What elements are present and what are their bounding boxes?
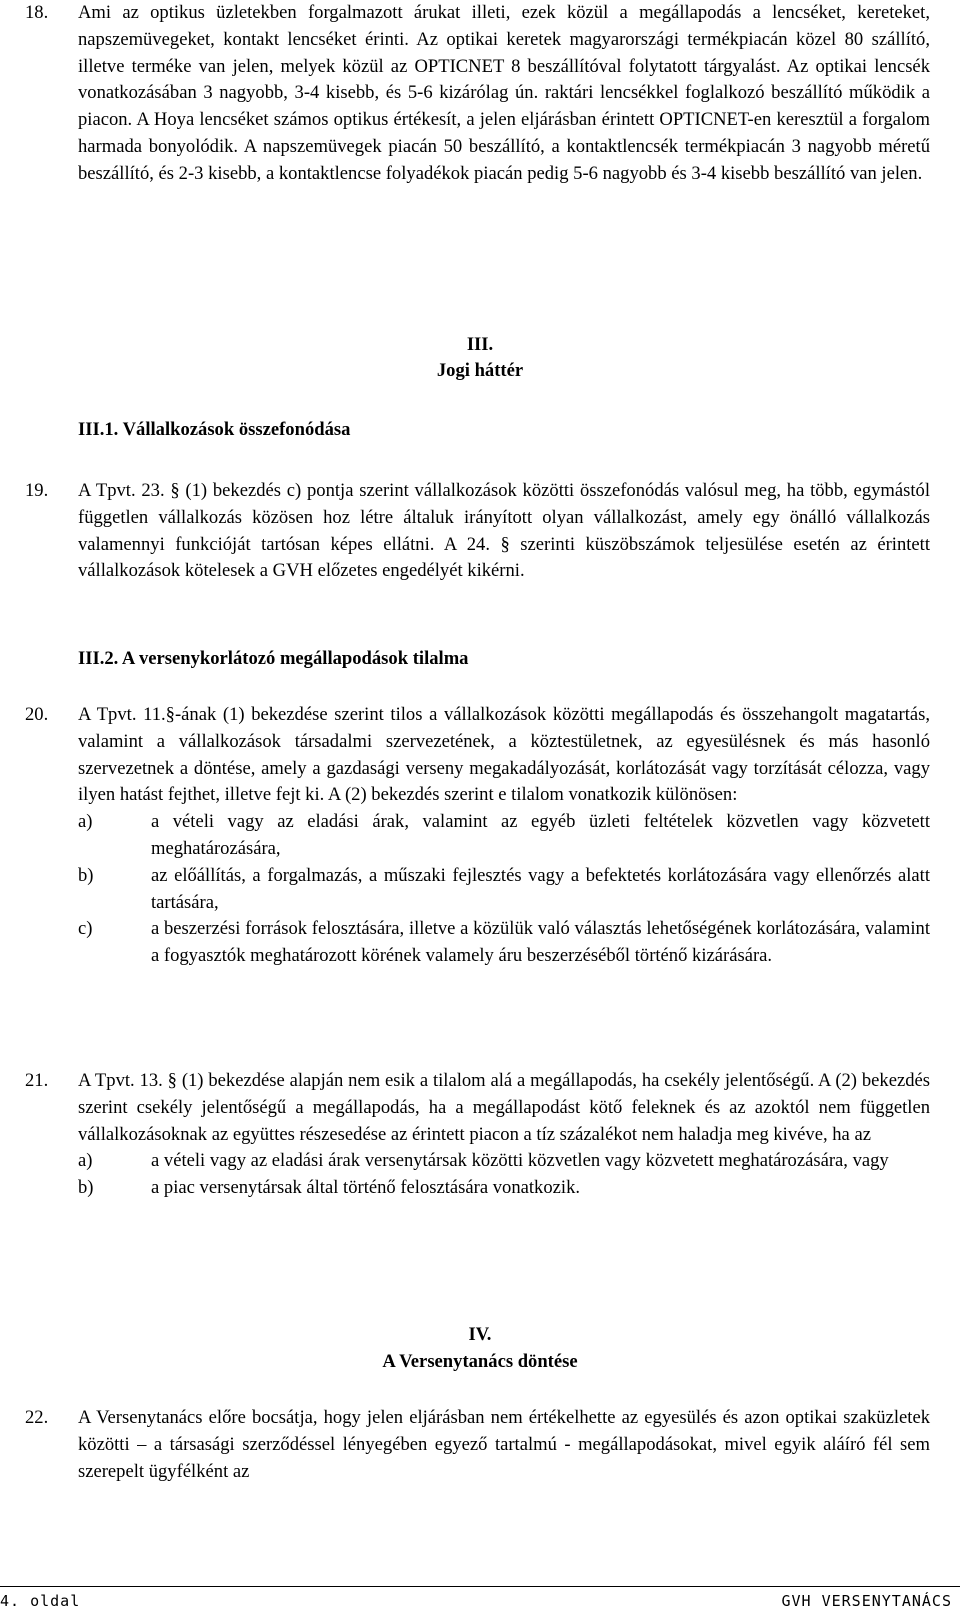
list-item (78, 1175, 930, 1202)
list-item (78, 916, 930, 970)
paragraph-text: A Tpvt. 13. § (1) bekezdése alapján nem esik a tilalom alá a megállapodás, ha csekély jelentőségű. A (2) bekezdés szerint csekély jelentőségű a megállapodás, ha a megállapodást kötő feleknek és az azoktól nem független vállalkozásoknak az együttes részesedése az érintett piacon a tíz százalékot nem haladja meg kivéve, ha az (78, 1070, 930, 1145)
list-item-text: a vételi vagy az eladási árak, valamint az egyéb üzleti feltételek közvetlen vagy közvetett meghatározására, (151, 811, 930, 859)
list-item (78, 1148, 930, 1175)
paragraph-22 (25, 1405, 930, 1485)
subsection-iii-1-heading: III.1. Vállalkozások összefonódása (78, 419, 351, 440)
paragraph-number: 21. (25, 1070, 49, 1091)
section-iv-number: IV. (468, 1324, 492, 1345)
paragraph-text: A Tpvt. 23. § (1) bekezdés c) pontja szerint vállalkozások közötti összefonódás valósul meg, ha több, egymástól független vállalkozás közösen hoz létre általuk irányított olyan vállalkozást, amely egy önálló vállalkozás valamennyi funkcióját tartósan képes ellátni. A 24. § szerinti küszöbszámok teljesülése esetén az érintett vállalkozások kötelesek a GVH előzetes engedélyét kikérni. (78, 480, 930, 582)
list-item-text: a beszerzési források felosztására, illetve a közülük való választás lehetőségének korlátozására, valamint a fogyasztók meghatározott körének valamely áru beszerzéséből történő kizárására. (151, 918, 930, 967)
list-item-text: a vételi vagy az eladási árak versenytársak közötti közvetlen vagy közvetett meghatározására, vagy (151, 1150, 889, 1172)
paragraph-20 (25, 702, 930, 970)
section-iii-title: Jogi háttér (436, 360, 524, 381)
paragraph-number: 19. (25, 480, 49, 501)
list-item-text: a piac versenytársak által történő felosztására vonatkozik. (151, 1177, 581, 1199)
paragraph-18 (25, 0, 930, 188)
paragraph-text: A Tpvt. 11.§-ának (1) bekezdése szerint tilos a vállalkozások közötti megállapodás és összehangolt magatartás, valamint a vállalkozások társadalmi szervezetének, a köztestületnek, az egyesülésnek és más hasonló szervezetnek a döntése, amely a gazdasági verseny megakadályozását, korlátozását vagy torzítását célozza, vagy ilyen hatást fejthet, illetve fejt ki. A (2) bekezdés szerint e tilalom vonatkozik különösen: (78, 704, 930, 806)
paragraph-text: Ami az optikus üzletekben forgalmazott árukat illeti, ezek közül a megállapodás a lencséket, kereteket, napszemüvegeket, kontakt lencséket érinti. Az optikai keretek magyarországi termékpiacán közel 80 szállító, illetve terméke van jelen, melyek közül az OPTICNET 8 beszállítóval folytatott tárgyalást. Az optikai lencsék vonatkozásában 3 nagyobb, 3-4 kisebb, és 5-6 kizárólag ún. raktári lencsékkel foglalkozó beszállító működik a piacon. A Hoya lencséket számos optikus értékesít, a jelen eljárásban érintett OPTICNET-en keresztül a forgalom harmada bonyolódik. A napszemüvegek piacán 50 beszállító, a kontaktlencsék termékpiacán 3 nagyobb méretű beszállító, és 2-3 kisebb, a kontaktlencse folyadékok piacán pedig 5-6 nagyobb és 3-4 kisebb beszállító van jelen. (78, 2, 930, 184)
paragraph-21 (25, 1068, 930, 1202)
page-number: 4. oldal (0, 1592, 81, 1610)
list-item-label: c) (78, 918, 93, 940)
paragraph-text: A Versenytanács előre bocsátja, hogy jelen eljárásban nem értékelhette az egyesülés és azon optikai szaküzletek közötti – a társasági szerződéssel lényegében egyező tartalmú - megállapodásokat, mivel egyik aláíró fél sem szerepelt ügyfélként az (78, 1407, 930, 1482)
list-item (78, 863, 930, 917)
list-item-label: a) (78, 811, 93, 833)
list-item-label: b) (78, 864, 94, 886)
list-item-text: az előállítás, a forgalmazás, a műszaki fejlesztés vagy a befektetés korlátozására vagy ellenőrzés alatt tartására, (151, 864, 930, 913)
page-footer (0, 1586, 960, 1614)
list-item-label: a) (78, 1150, 93, 1172)
subsection-iii-2-heading: III.2. A versenykorlátozó megállapodások tilalma (78, 648, 469, 669)
footer-organization: GVH VERSENYTANÁCS (781, 1592, 952, 1610)
section-iii-number: III. (466, 334, 494, 355)
paragraph-19 (25, 478, 930, 585)
list-item (78, 809, 930, 863)
paragraph-number: 18. (25, 2, 49, 23)
paragraph-number: 20. (25, 704, 49, 725)
section-iv-title: A Versenytanács döntése (382, 1351, 578, 1372)
list-item-label: b) (78, 1177, 94, 1199)
paragraph-number: 22. (25, 1407, 49, 1428)
